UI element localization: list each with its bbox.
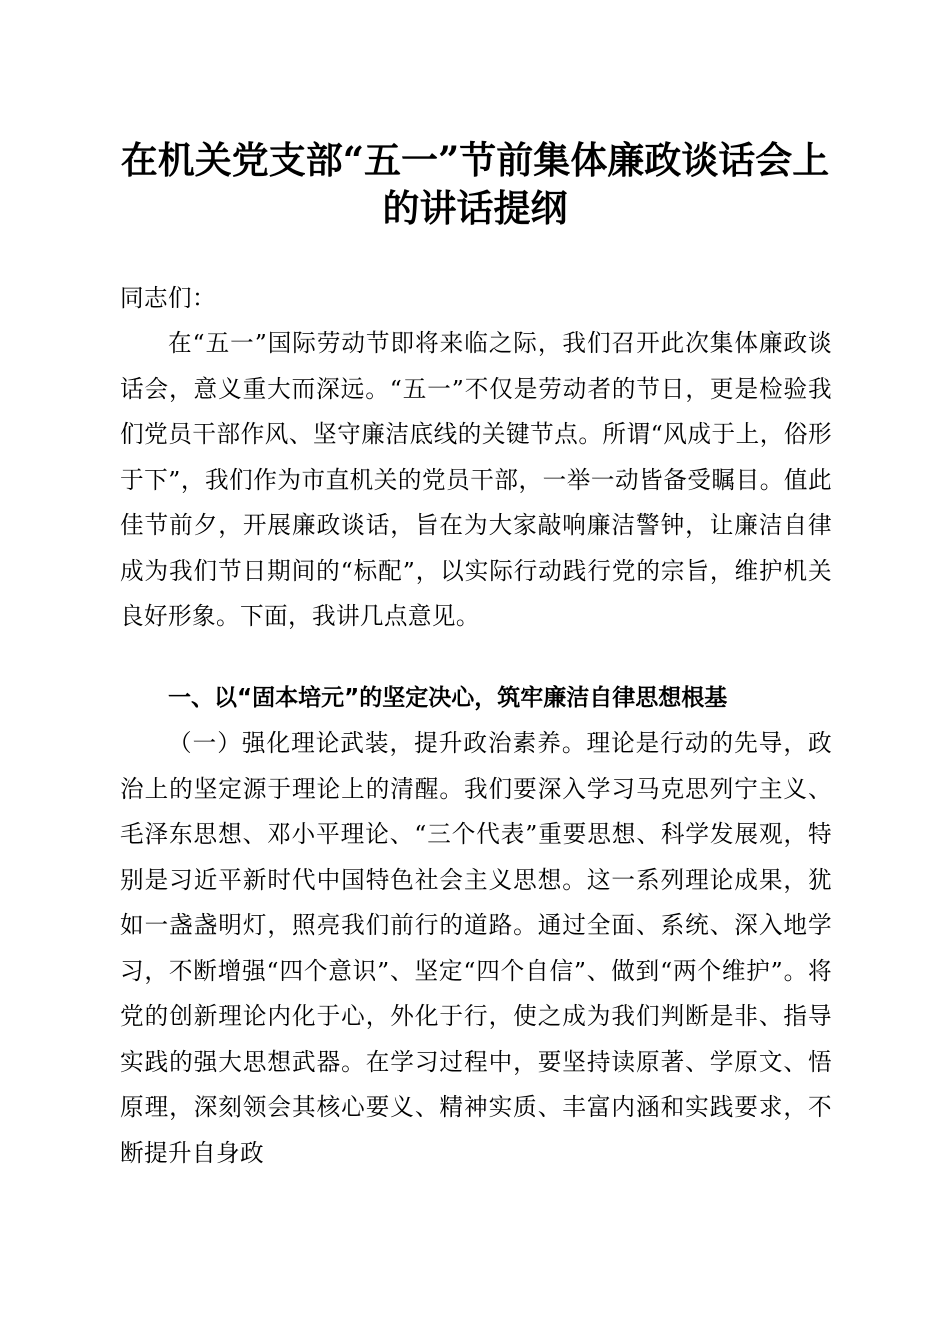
document-title-line-1: 在机关党支部“五一”节前集体廉政谈话会上	[120, 138, 830, 182]
document-title-line-2: 的讲话提纲	[382, 186, 568, 230]
section-1-heading: 一、以“固本培元”的坚定决心，筑牢廉洁自律思想根基	[168, 685, 728, 711]
salutation: 同志们：	[120, 284, 216, 312]
section-1-paragraph-1: （一）强化理论武装，提升政治素养。理论是行动的先导，政治上的坚定源于理论上的清醒。我们要深入学习马克思列宁主义、毛泽东思想、邓小平理论、“三个代表”重要思想、科学发展观，特别是习近平新时代中国特色社会主义思想。这一系列理论成果，犹如一盏盏明灯，照亮我们前行的道路。通过全面、系统、深入地学习，不断增强“四个意识”、坚定“四个自信”、做到“两个维护”。将党的创新理论内化于心，外化于行，使之成为我们判断是非、指导实践的强大思想武器。在学习过程中，要坚持读原著、学原文、悟原理，深刻领会其核心要义、精神实质、丰富内涵和实践要求，不断提升自身政	[120, 729, 832, 1167]
intro-paragraph: 在“五一”国际劳动节即将来临之际，我们召开此次集体廉政谈话会，意义重大而深远。“五一”不仅是劳动者的节日，更是检验我们党员干部作风、坚守廉洁底线的关键节点。所谓“风成于上，俗形于下”，我们作为市直机关的党员干部，一举一动皆备受瞩目。值此佳节前夕，开展廉政谈话，旨在为大家敲响廉洁警钟，让廉洁自律成为我们节日期间的“标配”，以实际行动践行党的宗旨，维护机关良好形象。下面，我讲几点意见。	[120, 329, 832, 630]
